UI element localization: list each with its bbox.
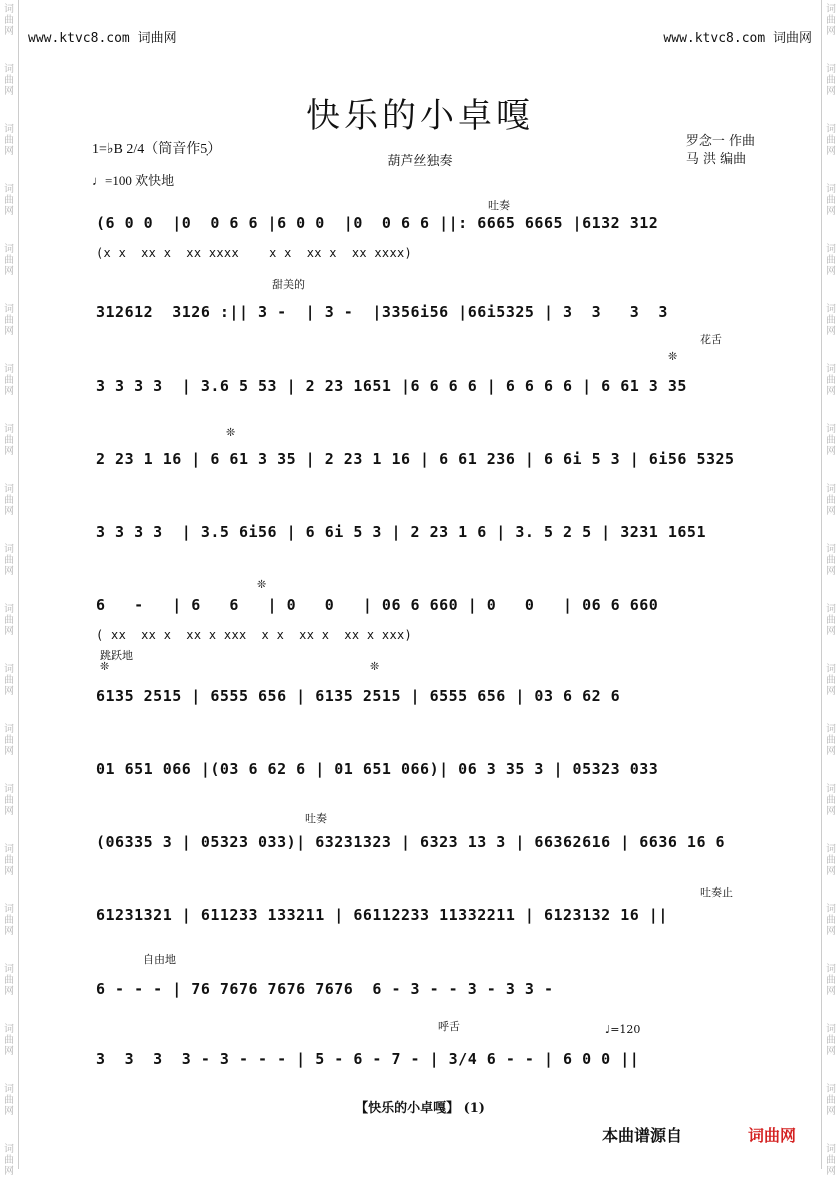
watermark-text: 词 曲 网 [826,1144,836,1177]
watermark-text: 词 曲 网 [4,64,14,97]
right-watermark-strip [821,0,840,1177]
site-url-right: www.ktvc8.com 词曲网 [663,31,812,46]
watermark-text: 词 曲 网 [4,784,14,817]
annotation-tiaoyue: 跳跃地 [100,649,133,662]
annotation-tuzou-stop: 吐奏止 [700,886,733,899]
watermark-text: 词 曲 网 [826,364,836,397]
watermark-text: 词 曲 网 [4,1024,14,1057]
watermark-text: 词 曲 网 [826,964,836,997]
credits [686,133,755,169]
notation-line-8: 01 651 066 |(03 6 62 6 | 01 651 066)| 06 3 35 3 | 05323 033 [96,760,659,778]
watermark-text: 词 曲 网 [4,1084,14,1117]
composer-credit: 罗念一 作曲 [685,134,755,149]
ornament-star-icon: ❊ [370,660,380,673]
notation-line-9: (06335 3 | 05323 033)| 63231323 | 6323 13 3 | 66362616 | 6636 16 6 [96,833,726,851]
annotation-tuzou-2: 吐奏 [305,812,327,825]
watermark-text: 词 曲 网 [4,184,14,217]
watermark-text: 词 曲 网 [826,244,836,277]
notation-line-6-percussion: ( xx xx x xx x xxx x x xx x xx x xxx) [96,628,413,642]
watermark-text: 词 曲 网 [826,64,836,97]
watermark-text: 词 曲 网 [826,604,836,637]
watermark-text: 词 曲 网 [4,4,14,37]
notation-line-11: 6 - - - | 76 7676 7676 7676 6 - 3 - - 3 - 3 3 - [96,980,554,998]
notation-line-6: 6 - | 6 6 | 0 0 | 06 6 660 | 0 0 | 06 6 660 [96,596,659,614]
notation-line-7: 6135 2515 | 6555 656 | 6135 2515 | 6555 656 | 03 6 62 6 [96,687,621,705]
brand-logo: 词曲网 [748,1126,797,1145]
annotation-tianmei: 甜美的 [272,278,305,291]
annotation-hushe: 呼舌 [438,1020,460,1033]
watermark-text: 词 曲 网 [4,964,14,997]
notation-line-1-percussion: (x x xx x xx xxxx x x xx x xx xxxx) [96,246,413,260]
site-url-left: www.ktvc8.com 词曲网 [28,31,177,46]
tempo-marking: ♩=100 欢快地 [92,173,175,188]
key-signature: 1=♭B 2/4（筒音作5̣） [92,142,222,157]
watermark-text: 词 曲 网 [4,844,14,877]
annotation-ziyou: 自由地 [143,953,176,966]
watermark-text: 词 曲 网 [4,484,14,517]
watermark-text: 词 曲 网 [4,364,14,397]
source-label: 本曲谱源自 [602,1126,683,1145]
watermark-text: 词 曲 网 [826,424,836,457]
watermark-text: 词 曲 网 [4,544,14,577]
watermark-text: 词 曲 网 [826,124,836,157]
watermark-text: 词 曲 网 [826,904,836,937]
annotation-huashe: 花舌 [700,333,722,346]
watermark-text: 词 曲 网 [826,784,836,817]
annotation-tempo-120: ♩=120 [605,1023,641,1036]
annotation-tuzou: 吐奏 [488,199,510,212]
notation-line-4: 2 23 1 16 | 6 61 3 35 | 2 23 1 16 | 6 61 236 | 6 6i 5 3 | 6i56 5325 [96,450,735,468]
notation-line-2: 312612 3126 :|| 3 - | 3 - |3356i56 |66i5325 | 3 3 3 3 [96,303,668,321]
score-title: 快乐的小卓嘎 [306,96,534,136]
left-watermark-strip [0,0,19,1177]
watermark-text: 词 曲 网 [826,544,836,577]
notation-line-12: 3 3 3 3 - 3 - - - | 5 - 6 - 7 - | 3/4 6 - - | 6 0 0 || [96,1050,640,1068]
watermark-text: 词 曲 网 [4,124,14,157]
watermark-text: 词 曲 网 [826,484,836,517]
watermark-text: 词 曲 网 [4,1144,14,1177]
ornament-star-icon: ❊ [226,426,236,439]
watermark-text: 词 曲 网 [826,664,836,697]
watermark-text: 词 曲 网 [826,304,836,337]
watermark-text: 词 曲 网 [826,844,836,877]
watermark-text: 词 曲 网 [826,184,836,217]
notation-line-3: 3 3 3 3 | 3.6 5 53 | 2 23 1651 |6 6 6 6 | 6 6 6 6 | 6 61 3 35 [96,377,687,395]
ornament-star-icon: ❊ [257,578,267,591]
watermark-text: 词 曲 网 [826,724,836,757]
watermark-text: 词 曲 网 [4,424,14,457]
notation-line-5: 3 3 3 3 | 3.5 6i56 | 6 6i 5 3 | 2 23 1 6 | 3. 5 2 5 | 3231 1651 [96,523,706,541]
notation-line-1: (6 0 0 |0 0 6 6 |6 0 0 |0 0 6 6 ||: 6665 6665 |6132 312 [96,214,659,232]
watermark-text: 词 曲 网 [4,904,14,937]
watermark-text: 词 曲 网 [4,604,14,637]
subtitle: 葫芦丝独奏 [387,154,453,169]
page-footer-title: 【快乐的小卓嘎】 (1) [355,1101,485,1116]
watermark-text: 词 曲 网 [4,664,14,697]
ornament-star-icon: ❊ [668,350,678,363]
watermark-text: 词 曲 网 [4,304,14,337]
watermark-text: 词 曲 网 [826,1024,836,1057]
watermark-text: 词 曲 网 [4,724,14,757]
watermark-text: 词 曲 网 [4,244,14,277]
watermark-text: 词 曲 网 [826,4,836,37]
ornament-star-icon: ❊ [100,660,110,673]
watermark-text: 词 曲 网 [826,1084,836,1117]
arranger-credit: 马 洪 编曲 [685,152,747,167]
notation-line-10: 61231321 | 611233 133211 | 66112233 11332211 | 6123132 16 || [96,906,668,924]
